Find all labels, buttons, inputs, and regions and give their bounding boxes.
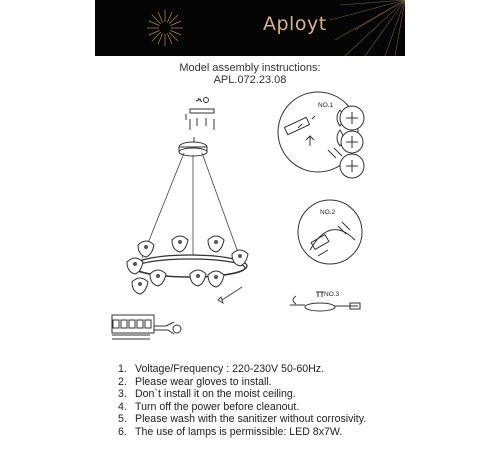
instruction-text: Turn off the power before cleanout. — [135, 400, 300, 413]
instruction-number: 5. — [118, 413, 127, 426]
instruction-item — [118, 388, 366, 401]
instructions-list — [118, 363, 366, 439]
instruction-text: Voltage/Frequency : 220-230V 50-60Hz. — [135, 363, 325, 375]
instruction-item — [118, 413, 366, 426]
instruction-number: 6. — [118, 425, 127, 438]
suspension-cables — [142, 153, 240, 258]
lamp-heads — [127, 236, 248, 294]
instruction-number: 3. — [118, 388, 127, 401]
instruction-item — [118, 401, 366, 414]
instruction-text: Please wear gloves to install. — [135, 375, 272, 388]
detail-step-1-zoom — [340, 106, 364, 178]
step-2-label: NO.2 — [320, 209, 336, 216]
instruction-item — [118, 376, 366, 389]
brand-name: Aployt — [263, 13, 327, 35]
instruction-number: 4. — [118, 400, 127, 413]
instruction-number: 1. — [118, 363, 127, 375]
brand-rays-graphic — [95, 0, 405, 56]
terminal-block — [112, 315, 181, 339]
ceiling-canopy — [179, 137, 207, 156]
screwdriver-icon — [218, 287, 242, 303]
ceiling-bracket-parts — [186, 98, 214, 131]
assembly-title: Model assembly instructions: — [179, 62, 321, 74]
instruction-item — [118, 426, 366, 439]
model-code: APL.072.23.08 — [213, 74, 287, 86]
instruction-text: Don`t install it on the moist ceiling. — [135, 388, 296, 401]
instruction-number: 2. — [118, 375, 127, 388]
instruction-text: Please wash with the sanitizer without corrosivity. — [135, 413, 367, 426]
step-3-label: NO.3 — [324, 291, 340, 298]
brand-header — [95, 0, 405, 56]
instruction-item — [118, 363, 366, 376]
step-1-label: NO.1 — [318, 102, 334, 109]
instruction-text: The use of lamps is permissible: LED 8x7W. — [135, 425, 343, 438]
assembly-drawing — [0, 88, 500, 358]
